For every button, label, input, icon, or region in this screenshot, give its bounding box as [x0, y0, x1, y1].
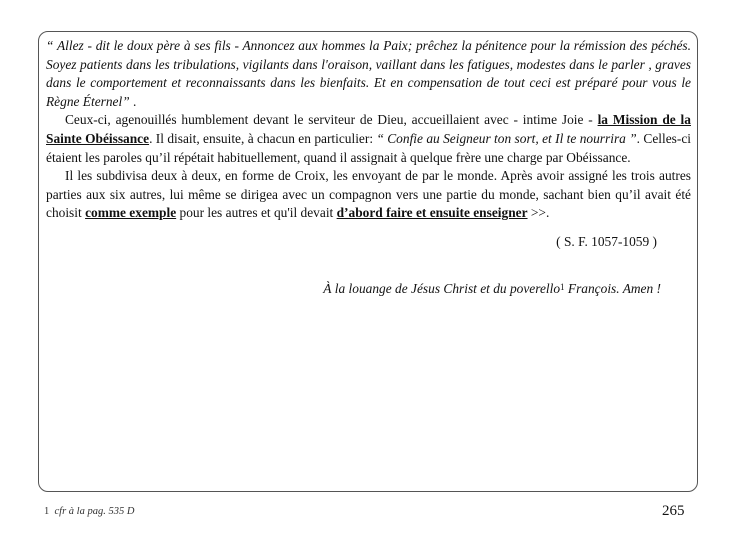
emphasis-mission: la Mission de la Sainte Obéissance — [46, 112, 691, 146]
closing-praise — [46, 280, 691, 299]
emphasis-exemple: comme exemple — [85, 205, 177, 221]
text-segment: Ceux-ci, agenouillés humblement devant le serviteur de Dieu, accueillaient avec - intime Joie - — [65, 112, 598, 128]
praise-text-end: François. Amen ! — [564, 280, 661, 296]
text-segment: pour les autres et qu'il devait — [176, 205, 337, 221]
quote-confie: “ Confie au Seigneur ton sort, et Il te nourrira ” — [376, 130, 637, 146]
footnote — [44, 506, 134, 517]
footnote-text: cfr à la pag. 535 D — [54, 506, 135, 517]
footnote-number: 1 — [44, 506, 50, 517]
paragraph-mission — [46, 111, 691, 167]
emphasis-enseigner: d’abord faire et ensuite enseigner — [336, 205, 528, 221]
paragraph-croix — [46, 167, 691, 223]
source-reference: ( S. F. 1057-1059 ) — [556, 233, 657, 249]
text-segment: . Il disait, ensuite, à chacun en particulier: — [149, 130, 377, 146]
page-number: 265 — [662, 503, 685, 519]
quote-end: . — [129, 93, 137, 109]
text-segment: . Celles-ci étaient les paroles qu’il répétait habituellement, quand il assignait à quelque frère une charge par Obéissance. — [46, 130, 691, 165]
praise-text: À la louange de Jésus Christ et du poverello — [323, 280, 561, 296]
quote-text: “ Allez - dit le doux père à ses fils - Annoncez aux hommes la Paix; prêchez la pénitence pour la rémission des péchés. Soyez patients dans les tribulations, vigilants dans l'oraison, vaillant dans les fatigues, modestes dans le parler , graves dans le comportement et reconnaissants dans les bienfaits. Et en compensation de tout ceci est préparé pour vous le Règne Éternel” — [46, 38, 691, 109]
footnote-marker[interactable]: 1 — [560, 281, 565, 292]
text-segment: >>. — [527, 205, 550, 221]
paragraph-quote — [46, 37, 691, 111]
document-body — [46, 37, 691, 298]
text-segment: Il les subdivisa deux à deux, en forme de Croix, les envoyant de par le monde. Après avoir assigné les trois autres parties aux six autres, lui même se dirigea avec un compagnon vers une partie du monde, sachant bien qu’il avait été choisit — [46, 168, 691, 221]
